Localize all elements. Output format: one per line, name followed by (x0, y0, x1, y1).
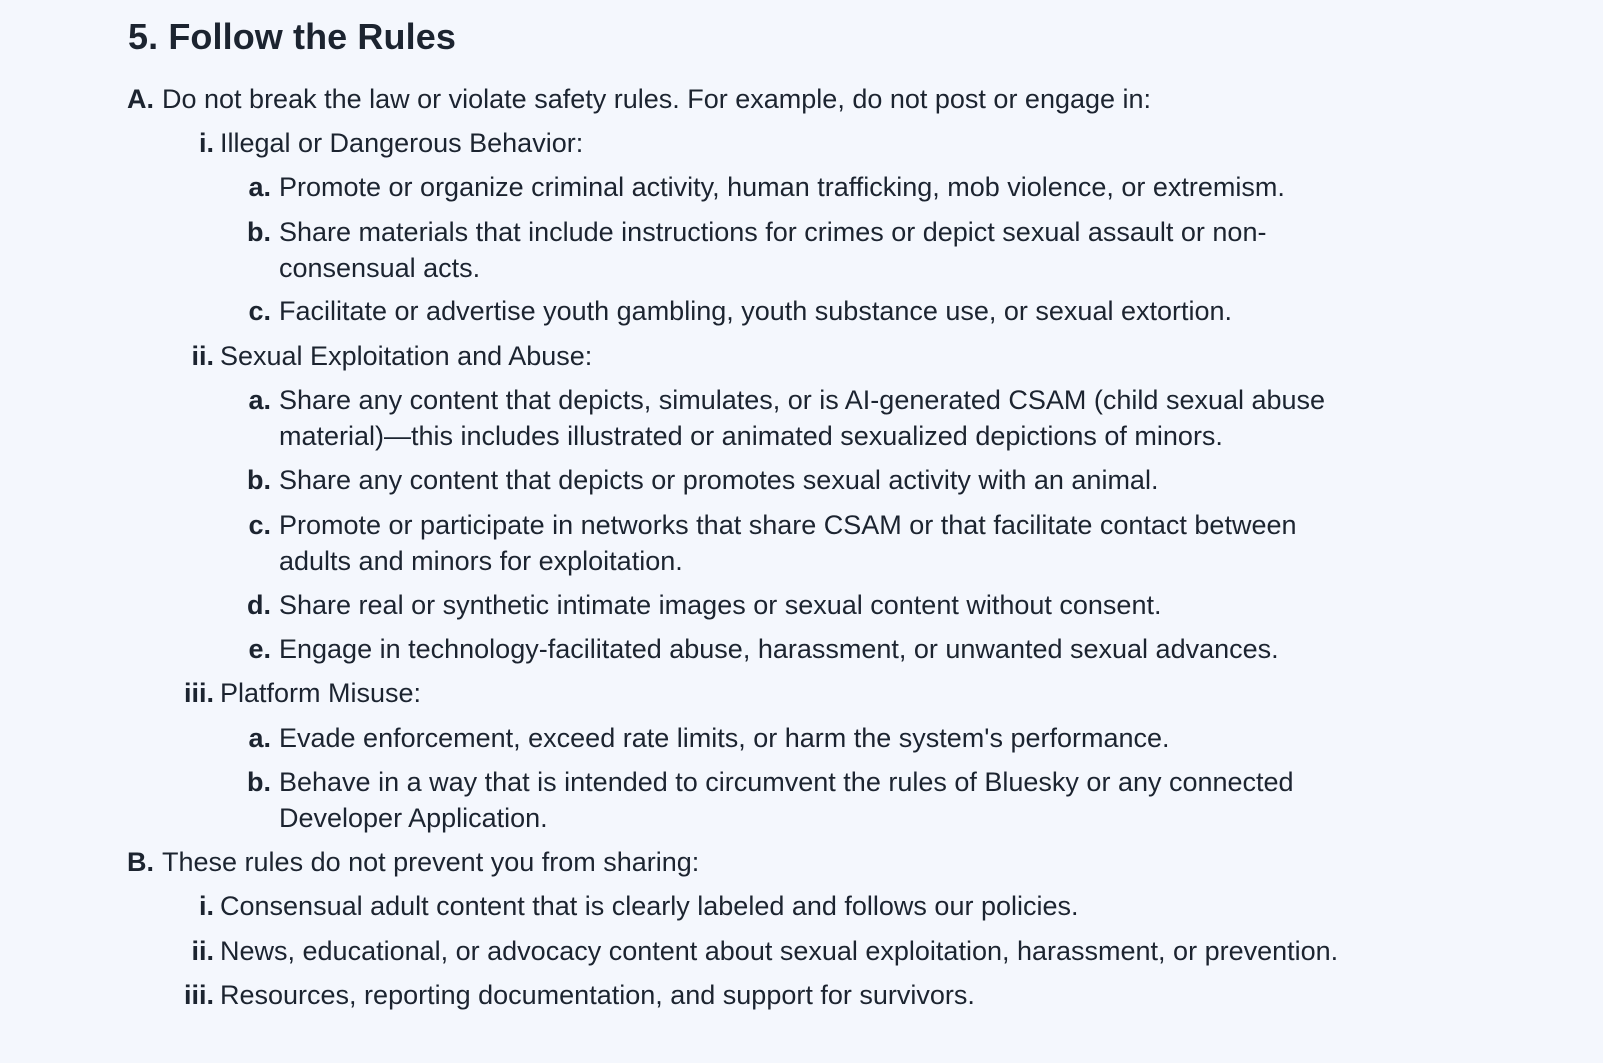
text-line: Share any content that depicts, simulates, or is AI-generated CSAM (child sexual abuse (279, 385, 1326, 415)
rule-a-iii-text: Platform Misuse: (220, 678, 422, 708)
rule-a-iii-marker: iii. (183, 678, 214, 708)
rule-b-marker: B. (127, 847, 154, 877)
text-line: material)—this includes illustrated or animated sexualized depictions of minors. (279, 421, 1223, 451)
rule-a-iii-b-marker: b. (247, 767, 271, 797)
rule-a-ii-e-text: Engage in technology-facilitated abuse, harassment, or unwanted sexual advances. (279, 634, 1279, 664)
rule-a-i-a-marker: a. (248, 172, 271, 202)
rule-a-i-a-text: Promote or organize criminal activity, human trafficking, mob violence, or extremism. (279, 172, 1285, 202)
rule-a-ii-e-marker: e. (248, 634, 271, 664)
rule-a-i-text: Illegal or Dangerous Behavior: (220, 128, 584, 158)
rule-a-ii-a-text (279, 382, 1325, 454)
rule-a-text: Do not break the law or violate safety rules. For example, do not post or engage in: (162, 84, 1152, 114)
rule-a-ii-marker: ii. (191, 341, 214, 371)
text-line: Promote or participate in networks that share CSAM or that facilitate contact between (279, 510, 1297, 540)
rule-a-i-b-marker: b. (247, 217, 271, 247)
section-title: 5. Follow the Rules (128, 16, 456, 57)
rule-a-i-c-marker: c. (248, 296, 271, 326)
text-line: consensual acts. (279, 253, 481, 283)
rule-b-ii-text: News, educational, or advocacy content about sexual exploitation, harassment, or prevention. (220, 936, 1339, 966)
text-line: Developer Application. (279, 803, 548, 833)
rule-b-text: These rules do not prevent you from sharing: (162, 847, 700, 877)
rule-b-iii-marker: iii. (183, 980, 214, 1010)
rule-a-i-b-text (279, 214, 1266, 286)
rule-a-ii-b-marker: b. (247, 465, 271, 495)
rule-a-iii-b-text (279, 764, 1294, 836)
rule-a-iii-a-marker: a. (248, 723, 271, 753)
text-line: Share materials that include instructions for crimes or depict sexual assault or non- (279, 217, 1267, 247)
rule-a-ii-text: Sexual Exploitation and Abuse: (220, 341, 593, 371)
text-line: adults and minors for exploitation. (279, 546, 683, 576)
rule-b-i-text: Consensual adult content that is clearly labeled and follows our policies. (220, 891, 1079, 921)
rule-b-i-marker: i. (198, 891, 214, 921)
rule-a-iii-a-text: Evade enforcement, exceed rate limits, or harm the system's performance. (279, 723, 1170, 753)
rule-b-iii-text: Resources, reporting documentation, and support for survivors. (220, 980, 975, 1010)
rule-b-ii-marker: ii. (191, 936, 214, 966)
rule-a-ii-a-marker: a. (248, 385, 271, 415)
rule-a-i-marker: i. (198, 128, 214, 158)
rule-a-ii-d-marker: d. (247, 590, 271, 620)
rule-a-ii-c-text (279, 507, 1297, 579)
text-line: Behave in a way that is intended to circumvent the rules of Bluesky or any connected (279, 767, 1294, 797)
rule-a-ii-d-text: Share real or synthetic intimate images or sexual content without consent. (279, 590, 1162, 620)
rule-a-i-c-text: Facilitate or advertise youth gambling, youth substance use, or sexual extortion. (279, 296, 1233, 326)
rule-a-marker: A. (127, 84, 154, 114)
rule-a-ii-b-text: Share any content that depicts or promotes sexual activity with an animal. (279, 465, 1159, 495)
rule-a-ii-c-marker: c. (248, 510, 271, 540)
